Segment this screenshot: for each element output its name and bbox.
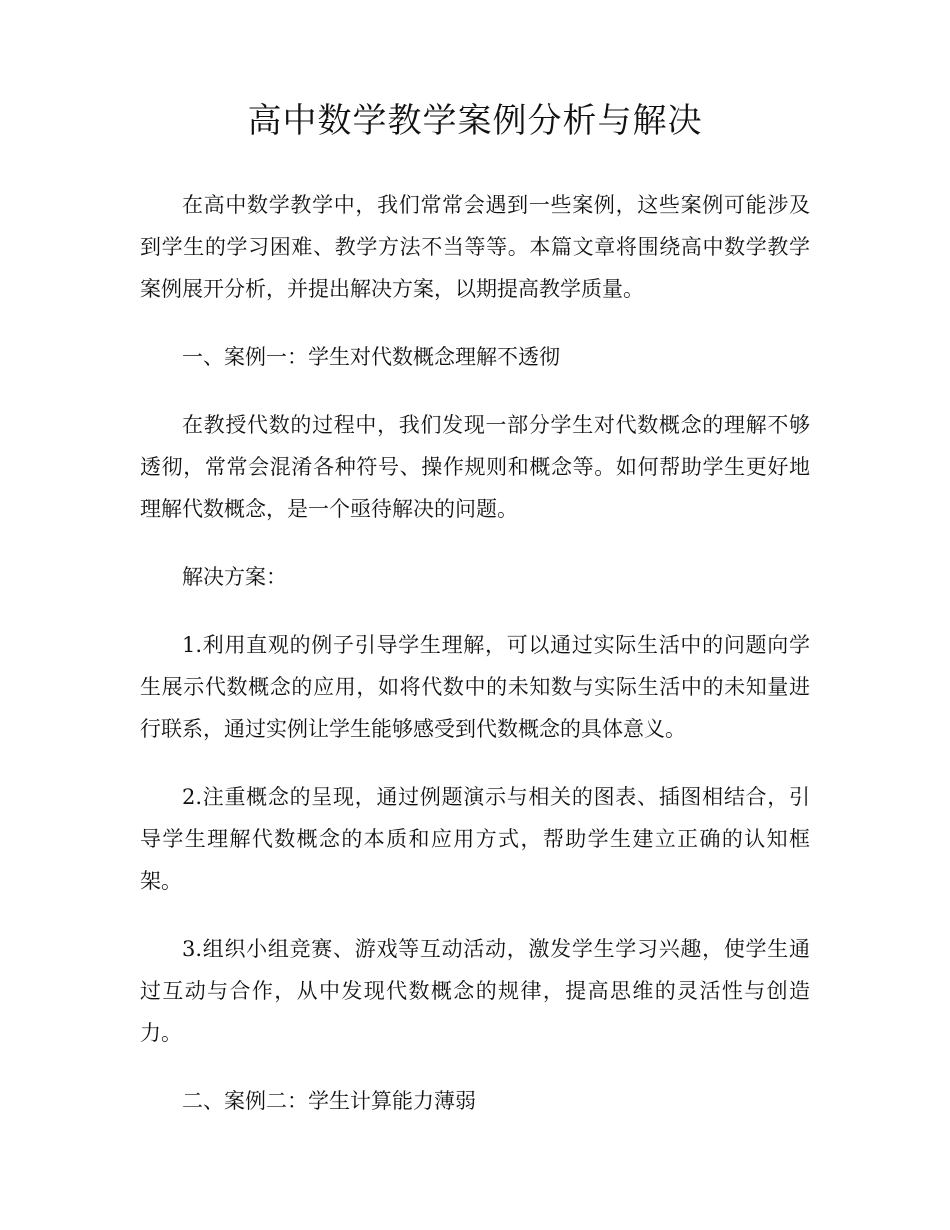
document-body	[140, 96, 810, 1148]
solution-item-3: 3.组织小组竞赛、游戏等互动活动，激发学生学习兴趣，使学生通过互动与合作，从中发现代数概念的规律，提高思维的灵活性与创造力。	[140, 937, 810, 1045]
solution-label: 解决方案：	[182, 565, 287, 589]
case-one-heading: 一、案例一：学生对代数概念理解不透彻	[182, 345, 560, 369]
solution-item-1: 1.利用直观的例子引导学生理解，可以通过实际生活中的问题向学生展示代数概念的应用，如将代数中的未知数与实际生活中的未知量进行联系，通过实例让学生能够感受到代数概念的具体意义。	[140, 633, 810, 741]
solution-item-2: 2.注重概念的呈现，通过例题演示与相关的图表、插图相结合，引导学生理解代数概念的本质和应用方式，帮助学生建立正确的认知框架。	[140, 785, 810, 893]
case-two-heading: 二、案例二：学生计算能力薄弱	[182, 1089, 476, 1113]
document-title: 高中数学教学案例分析与解决	[247, 101, 703, 141]
case-one-description: 在教授代数的过程中，我们发现一部分学生对代数概念的理解不够透彻，常常会混淆各种符号、操作规则和概念等。如何帮助学生更好地理解代数概念，是一个亟待解决的问题。	[140, 413, 810, 521]
intro-paragraph: 在高中数学教学中，我们常常会遇到一些案例，这些案例可能涉及到学生的学习困难、教学方法不当等等。本篇文章将围绕高中数学教学案例展开分析，并提出解决方案，以期提高教学质量。	[140, 193, 810, 301]
